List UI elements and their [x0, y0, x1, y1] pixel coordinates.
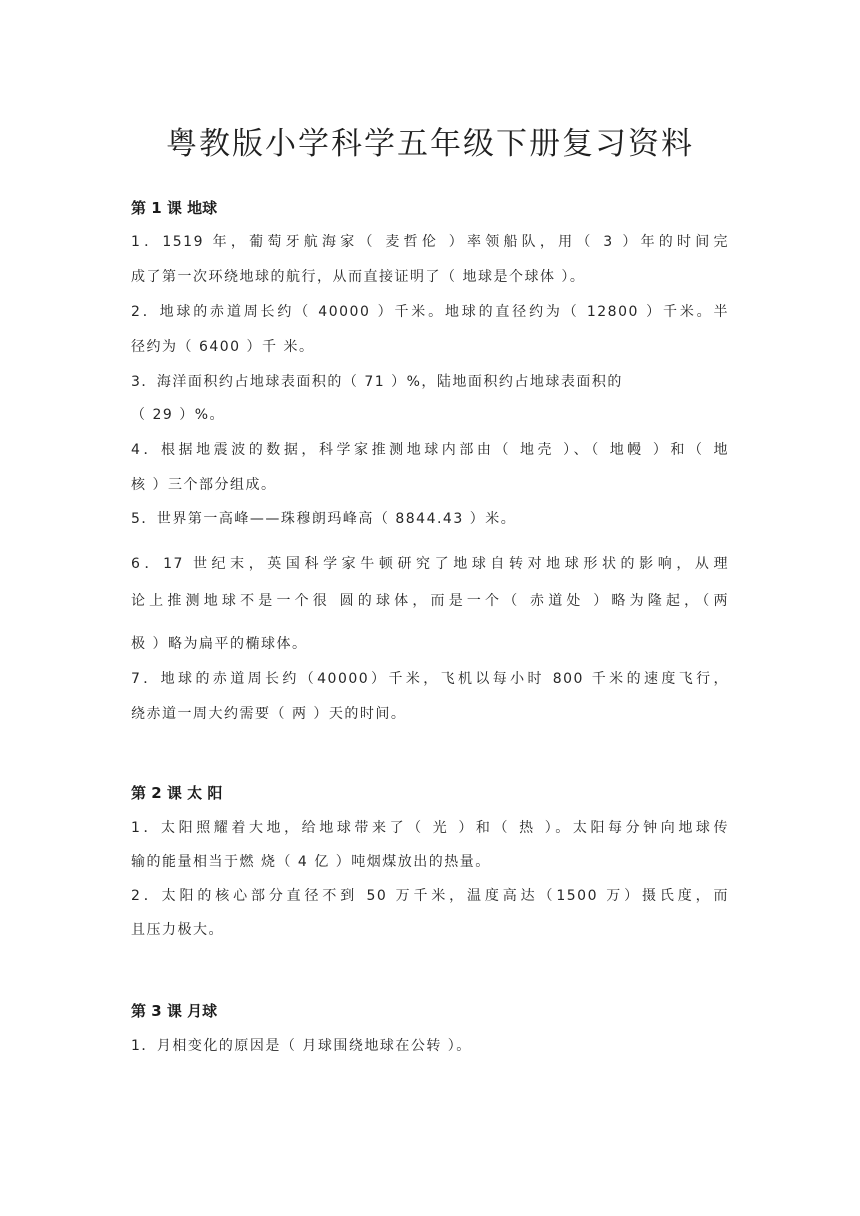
section-heading-lesson-3: 第 3 课 月球 — [131, 1002, 218, 1020]
paragraph-line: 2．地球的赤道周长约（ 40000 ）千米。地球的直径约为（ 12800 ）千米。半 — [131, 304, 729, 320]
paragraph-line: （ 29 ）%。 — [131, 407, 226, 423]
paragraph-line: 6．17 世纪末，英国科学家牛顿研究了地球自转对地球形状的影响，从理 — [131, 556, 729, 572]
paragraph-line: 输的能量相当于燃 烧（ 4 亿 ）吨烟煤放出的热量。 — [131, 854, 491, 870]
paragraph-line: 且压力极大。 — [131, 922, 224, 938]
paragraph-line: 3．海洋面积约占地球表面积的（ 71 ）%，陆地面积约占地球表面积的 — [131, 374, 623, 390]
paragraph-line: 成了第一次环绕地球的航行，从而直接证明了（ 地球是个球体 ）。 — [131, 269, 586, 285]
paragraph-line: 5．世界第一高峰——珠穆朗玛峰高（ 8844.43 ）米。 — [131, 511, 517, 527]
paragraph-line: 1．1519 年，葡萄牙航海家（ 麦哲伦 ）率领船队，用（ 3 ）年的时间完 — [131, 234, 729, 250]
document-title: 粤教版小学科学五年级下册复习资料 — [166, 126, 694, 162]
paragraph-line: 论上推测地球不是一个很 圆的球体，而是一个（ 赤道处 ）略为隆起，（两 — [131, 593, 729, 609]
paragraph-line: 4．根据地震波的数据，科学家推测地球内部由（ 地壳 ）、（ 地幔 ）和（ 地 — [131, 442, 729, 458]
section-heading-lesson-2: 第 2 课 太 阳 — [131, 784, 223, 802]
paragraph-line: 核 ）三个部分组成。 — [131, 477, 277, 493]
paragraph-line: 1．太阳照耀着大地，给地球带来了（ 光 ）和（ 热 ）。太阳每分钟向地球传 — [131, 820, 729, 836]
paragraph-line: 1．月相变化的原因是（ 月球围绕地球在公转 ）。 — [131, 1038, 472, 1054]
paragraph-line: 径约为（ 6400 ）千 米。 — [131, 339, 315, 355]
paragraph-line: 7．地球的赤道周长约（40000）千米，飞机以每小时 800 千米的速度飞行， — [131, 671, 729, 687]
paragraph-line: 2．太阳的核心部分直径不到 50 万千米，温度高达（1500 万）摄氏度，而 — [131, 888, 729, 904]
section-heading-lesson-1: 第 1 课 地球 — [131, 199, 218, 217]
paragraph-line: 极 ）略为扁平的椭球体。 — [131, 636, 308, 652]
paragraph-line: 绕赤道一周大约需要（ 两 ）天的时间。 — [131, 706, 407, 722]
